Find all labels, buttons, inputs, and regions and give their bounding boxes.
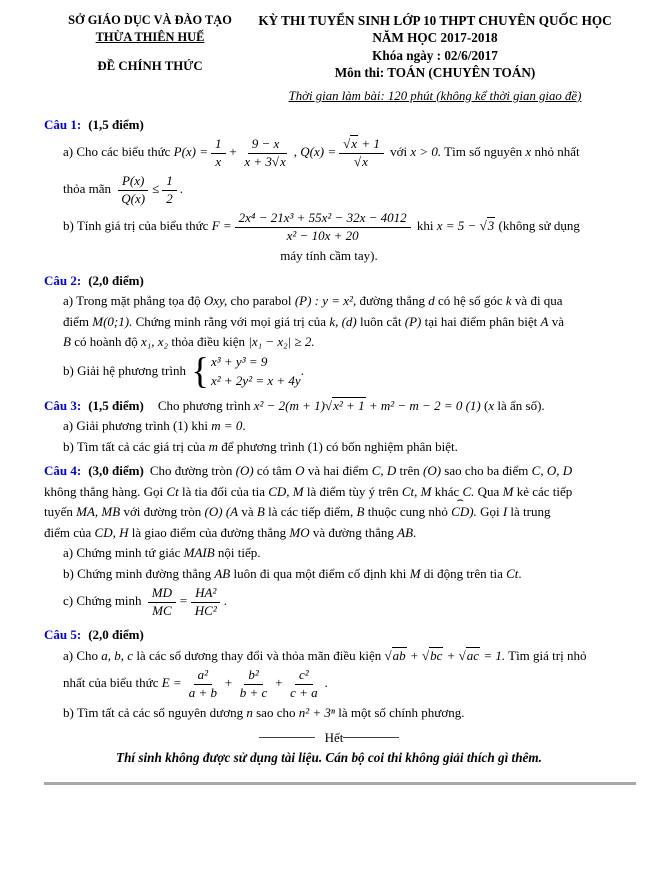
radicand: ac — [466, 647, 480, 663]
exam-date: Khóa ngày : 02/6/2017 — [372, 47, 498, 63]
text-run: nhất của biểu thức E = — [63, 675, 182, 691]
equation-system — [191, 350, 301, 392]
end-dash-left — [259, 737, 315, 738]
radicand: x — [280, 153, 286, 169]
question-5-heading — [44, 625, 614, 645]
header-right — [256, 12, 614, 105]
text-run: (không sử dụng — [495, 218, 580, 234]
math-expression: P(x) = — [173, 144, 209, 160]
question-1b-line-2: máy tính cầm tay). — [280, 248, 378, 264]
math-expression: = 1. — [483, 647, 506, 663]
exam-subject: Môn thi: TOÁN (CHUYÊN TOÁN) — [334, 65, 536, 81]
math-operator: + — [409, 647, 419, 663]
fraction — [117, 174, 149, 206]
square-root — [325, 397, 366, 413]
radical-sign: √ — [324, 397, 333, 413]
text-run: + m² − m − 2 = 0 (1) (x là ẩn số). — [365, 397, 545, 413]
question-4-line-4: điểm của CD, H là giao điểm của đường thẳng MO và đường thẳng AB. — [44, 524, 417, 540]
question-4-line-2: không thẳng hàng. Gọi Ct là tia đối của tia CD, M là điểm tùy ý trên Ct, M khác C. Qua M kẻ các tiếp — [44, 483, 573, 499]
question-4c-line — [44, 584, 614, 620]
fraction-denominator: x — [215, 153, 222, 169]
text-run: a) Cho a, b, c là các số dương thay đổi và thỏa mãn điều kiện — [63, 647, 385, 663]
math-expression: x + 3 — [244, 153, 272, 169]
end-divider — [44, 729, 614, 746]
fraction — [286, 668, 322, 700]
question-5a-line-2 — [44, 666, 614, 702]
math-operator: + — [228, 144, 238, 160]
fraction-denominator: c + a — [290, 684, 318, 700]
end-label: Hết — [324, 729, 344, 745]
text-run: khi x = 5 − — [413, 218, 477, 234]
question-5 — [44, 625, 614, 723]
province-name: THỪA THIÊN HUẾ — [95, 29, 205, 44]
question-4-label: Câu 4: — [44, 463, 82, 479]
text-run: b) Tính giá trị của biểu thức F = — [63, 218, 232, 234]
question-4-line-3 — [44, 494, 614, 522]
exam-title: KỲ THI TUYỂN SINH LỚP 10 THPT CHUYÊN QUỐC HỌC — [258, 13, 612, 28]
end-dash-right — [343, 737, 399, 738]
text-run: Cho đường tròn (O) có tâm O và hai điểm C, D trên (O) sao cho ba điểm C, O, D — [149, 463, 573, 479]
radical-sign: √ — [271, 153, 280, 169]
question-1-points: (1,5 điểm) — [88, 116, 144, 132]
text-run: Cho phương trình x² − 2(m + 1) — [157, 397, 325, 413]
question-4-heading — [44, 461, 614, 481]
radical-sign: √ — [458, 647, 466, 663]
text-run: c) Chứng minh — [63, 593, 145, 609]
question-3b-line: b) Tìm tất cả các giá trị của m để phương trình (1) có bốn nghiệm phân biệt. — [63, 438, 458, 454]
radicand: x² + 1 — [333, 397, 365, 413]
square-root — [272, 153, 287, 169]
fraction-denominator — [240, 154, 290, 170]
text-run: b) Giải hệ phương trình — [63, 362, 190, 378]
square-root — [459, 647, 480, 663]
time-limit: Thời gian làm bài: 120 phút (không kể thời gian giao đề) — [288, 88, 582, 103]
radicand: ab — [392, 647, 406, 663]
question-1a-line-1 — [44, 135, 614, 171]
arc-over-CD — [451, 494, 470, 522]
radical-sign: √ — [384, 647, 392, 663]
fraction-numerator: 9 − x — [248, 137, 284, 154]
math-expression: Q(x) = — [300, 144, 337, 160]
question-4-points: (3,0 điểm) — [88, 463, 144, 479]
fraction-denominator: MC — [152, 602, 172, 618]
text-run: tuyến MA, MB với đường tròn (O) (A và B là các tiếp điểm, B thuộc cung nhỏ — [44, 504, 452, 520]
fraction — [162, 174, 177, 206]
questions — [44, 115, 614, 723]
math-operator: = — [179, 593, 188, 609]
official-exam-label: ĐỀ CHÍNH THỨC — [97, 59, 203, 74]
radical-sign: √ — [343, 136, 351, 152]
question-5-label: Câu 5: — [44, 627, 82, 643]
fraction — [339, 137, 384, 169]
fraction-numerator: MD — [148, 586, 176, 603]
question-4 — [44, 461, 614, 620]
text-run: Tìm giá trị nhỏ — [505, 647, 587, 663]
radicand: x — [362, 153, 368, 169]
radical-sign: √ — [354, 153, 362, 169]
question-2-label: Câu 2: — [44, 272, 82, 288]
fraction — [236, 668, 272, 700]
question-2b-line — [44, 350, 614, 392]
text-run: a) Cho các biểu thức — [63, 144, 174, 160]
math-operator: + — [274, 675, 284, 691]
square-root — [385, 647, 407, 663]
fraction-numerator: a² — [194, 668, 212, 685]
school-year: NĂM HỌC 2017-2018 — [372, 30, 498, 46]
header — [44, 12, 614, 105]
fraction-denominator — [350, 154, 373, 170]
square-root — [422, 647, 443, 663]
footer-note: Thí sinh không được sử dụng tài liệu. Cán bộ coi thi không giải thích gì thêm. — [116, 749, 542, 765]
fraction-denominator: a + b — [188, 684, 217, 700]
fraction-denominator: HC² — [194, 602, 217, 618]
question-1-label: Câu 1: — [44, 116, 82, 132]
question-4a-line: a) Chứng minh tứ giác MAIB nội tiếp. — [63, 545, 261, 561]
fraction — [191, 586, 221, 618]
system-equation-2: x² + 2y² = x + 4y — [210, 372, 301, 388]
question-4b-line: b) Chứng minh đường thẳng AB luôn đi qua một điểm cố định khi M di động trên tia Ct. — [63, 565, 522, 581]
question-2 — [44, 271, 614, 391]
math-operator: ≤ — [152, 181, 160, 197]
question-3 — [44, 396, 614, 457]
math-period: . — [223, 593, 228, 609]
radicand: 3 — [487, 218, 495, 234]
fraction-numerator: HA² — [191, 586, 220, 603]
fraction — [211, 137, 226, 169]
system-equations — [211, 353, 301, 391]
fraction-numerator — [339, 137, 384, 154]
question-5b-line: b) Tìm tất cả các số nguyên dương n sao cho n² + 3ⁿ là một số chính phương. — [63, 705, 465, 721]
fraction — [240, 137, 290, 169]
question-3a-line: a) Giải phương trình (1) khi m = 0. — [63, 418, 246, 434]
arc-text: CD — [451, 504, 470, 520]
math-operator: + — [223, 675, 233, 691]
fraction-denominator: 2 — [166, 190, 173, 206]
arc-symbol: ⌢ — [456, 494, 464, 507]
text-run: thỏa mãn — [63, 181, 115, 197]
question-2-points: (2,0 điểm) — [88, 272, 144, 288]
question-2a-line-2: điểm M(0;1). Chứng minh rằng với mọi giá trị của k, (d) luôn cắt (P) tại hai điểm phân biệt A và — [63, 313, 564, 329]
system-brace: { — [191, 350, 209, 392]
radicand: bc — [430, 647, 443, 663]
question-5-points: (2,0 điểm) — [88, 627, 144, 643]
question-1-heading — [44, 115, 614, 135]
bottom-rule — [44, 782, 636, 785]
math-operator: + — [446, 647, 456, 663]
fraction — [235, 211, 411, 243]
system-equation-1: x³ + y³ = 9 — [210, 353, 268, 369]
math-expression: + 1 — [358, 136, 380, 152]
math-comma: , — [293, 144, 298, 160]
question-1a-line-2 — [44, 172, 614, 208]
fraction-denominator: b + c — [239, 684, 268, 700]
radical-sign: √ — [421, 647, 430, 663]
fraction — [148, 586, 176, 618]
fraction-numerator: 1 — [162, 174, 177, 191]
question-1 — [44, 115, 614, 266]
radical-sign: √ — [479, 218, 487, 234]
text-run: với x > 0. Tìm số nguyên x nhỏ nhất — [386, 144, 580, 160]
square-root — [480, 217, 496, 233]
fraction-denominator: Q(x) — [121, 190, 146, 206]
fraction-numerator: c² — [295, 668, 313, 685]
department-name: SỞ GIÁO DỤC VÀ ĐÀO TẠO — [68, 13, 232, 27]
math-period: . — [300, 362, 304, 378]
header-left — [44, 12, 256, 105]
question-2a-line-3: B có hoành độ x₁, x₂ thỏa điều kiện |x₁ − x₂| ≥ 2. — [63, 334, 315, 350]
math-period: . — [324, 675, 328, 691]
fraction-numerator: P(x) — [118, 174, 148, 191]
fraction-numerator: b² — [244, 668, 262, 685]
question-3-points: (1,5 điểm) — [88, 397, 144, 413]
square-root — [343, 135, 358, 151]
fraction-numerator: 1 — [211, 137, 226, 154]
question-1b-line-1 — [44, 209, 614, 245]
square-root — [354, 153, 369, 169]
question-3-label: Câu 3: — [44, 397, 82, 413]
math-period: . — [179, 181, 183, 197]
question-2a-line-1: a) Trong mặt phẳng tọa độ Oxy, cho parabol (P) : y = x², đường thẳng d có hệ số góc k và đi qua — [63, 293, 563, 309]
question-3-heading — [44, 396, 614, 416]
question-5a-line-1 — [44, 646, 614, 666]
fraction-denominator: x² − 10x + 20 — [286, 227, 359, 243]
fraction — [185, 668, 221, 700]
radicand: x — [351, 136, 358, 152]
question-2-heading — [44, 271, 614, 291]
fraction-numerator: 2x⁴ − 21x³ + 55x² − 32x − 4012 — [235, 211, 411, 228]
text-run: ). Gọi I là trung — [469, 504, 551, 520]
